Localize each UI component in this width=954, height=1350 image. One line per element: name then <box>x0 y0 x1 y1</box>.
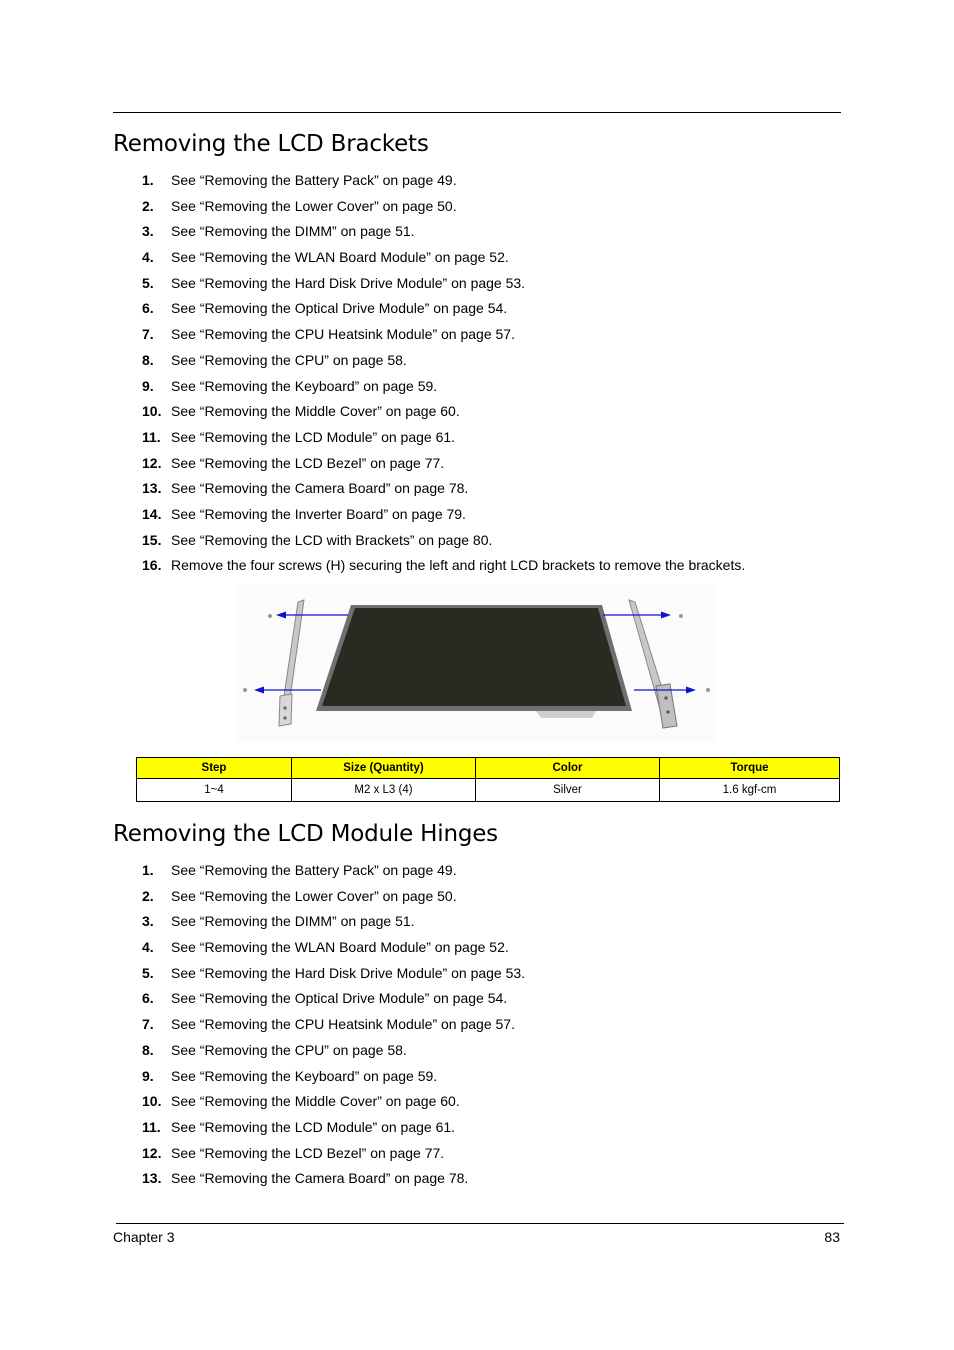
table-header-color: Color <box>476 758 660 779</box>
table-cell-size: M2 x L3 (4) <box>292 779 476 802</box>
step-number: 16. <box>142 557 162 574</box>
step-text: See “Removing the CPU Heatsink Module” on page 57. <box>171 1016 515 1033</box>
step-number: 13. <box>142 1170 162 1187</box>
step-number: 13. <box>142 480 162 497</box>
step-text: See “Removing the Optical Drive Module” on page 54. <box>171 990 508 1007</box>
step-text: See “Removing the Keyboard” on page 59. <box>171 1067 438 1084</box>
step-number: 6. <box>142 300 154 317</box>
lcd-brackets-photo <box>236 584 717 742</box>
table-cell-step: 1~4 <box>137 779 292 802</box>
lcd-panel <box>316 605 632 718</box>
step-text: See “Removing the CPU” on page 58. <box>171 1041 407 1058</box>
step-number: 14. <box>142 505 162 522</box>
step-text: See “Removing the Lower Cover” on page 50. <box>171 887 457 904</box>
table-cell-color: Silver <box>476 779 660 802</box>
step-number: 5. <box>142 274 154 291</box>
step-number: 15. <box>142 531 162 548</box>
step-number: 1. <box>142 862 154 878</box>
screw-spec-table <box>136 757 840 802</box>
step-number: 2. <box>142 197 154 214</box>
step-text: See “Removing the LCD Module” on page 61. <box>171 428 456 445</box>
step-number: 10. <box>142 1093 162 1110</box>
table-header-row <box>137 758 840 779</box>
section-title-lcd-module-hinges: Removing the LCD Module Hinges <box>113 821 498 847</box>
step-text: See “Removing the Inverter Board” on page 79. <box>171 505 466 522</box>
step-text: See “Removing the Camera Board” on page 78. <box>171 480 469 497</box>
table-header-torque: Torque <box>660 758 840 779</box>
step-text: See “Removing the LCD with Brackets” on page 80. <box>171 531 493 548</box>
step-text: See “Removing the WLAN Board Module” on page 52. <box>171 939 509 956</box>
step-text: See “Removing the DIMM” on page 51. <box>171 913 415 930</box>
footer-chapter: Chapter 3 <box>113 1229 175 1245</box>
table-header-size: Size (Quantity) <box>292 758 476 779</box>
step-number: 3. <box>142 223 154 240</box>
table-header-step: Step <box>137 758 292 779</box>
step-text: See “Removing the Lower Cover” on page 50. <box>171 197 457 214</box>
step-text: See “Removing the Battery Pack” on page 49. <box>171 862 457 878</box>
step-number: 8. <box>142 351 154 368</box>
step-number: 3. <box>142 913 154 930</box>
table-row <box>137 779 840 802</box>
step-text: See “Removing the WLAN Board Module” on page 52. <box>171 249 509 266</box>
step-number: 11. <box>142 1118 161 1135</box>
step-text: See “Removing the Battery Pack” on page 49. <box>171 172 457 188</box>
step-number: 4. <box>142 939 154 956</box>
step-number: 1. <box>142 172 154 188</box>
step-text: See “Removing the Camera Board” on page 78. <box>171 1170 469 1187</box>
table-cell-torque: 1.6 kgf-cm <box>660 779 840 802</box>
step-number: 11. <box>142 428 161 445</box>
step-text: See “Removing the CPU” on page 58. <box>171 351 407 368</box>
step-text: See “Removing the LCD Bezel” on page 77. <box>171 454 445 471</box>
step-number: 8. <box>142 1041 154 1058</box>
section-title-lcd-brackets: Removing the LCD Brackets <box>113 131 429 157</box>
step-text: See “Removing the Hard Disk Drive Module” on page 53. <box>171 964 526 981</box>
footer-rule <box>116 1223 844 1224</box>
step-number: 12. <box>142 1144 162 1161</box>
step-text: See “Removing the Middle Cover” on page 60. <box>171 1093 460 1110</box>
step-text: See “Removing the Middle Cover” on page 60. <box>171 403 460 420</box>
step-text: See “Removing the CPU Heatsink Module” on page 57. <box>171 326 515 343</box>
step-text: See “Removing the Optical Drive Module” on page 54. <box>171 300 508 317</box>
step-number: 4. <box>142 249 154 266</box>
footer-page-number: 83 <box>824 1229 840 1245</box>
step-text: See “Removing the LCD Bezel” on page 77. <box>171 1144 445 1161</box>
step-text: See “Removing the LCD Module” on page 61. <box>171 1118 456 1135</box>
step-number: 9. <box>142 377 154 394</box>
step-number: 5. <box>142 964 154 981</box>
header-rule <box>113 112 841 113</box>
step-number: 9. <box>142 1067 154 1084</box>
step-number: 7. <box>142 1016 154 1033</box>
step-text: See “Removing the DIMM” on page 51. <box>171 223 415 240</box>
step-number: 10. <box>142 403 162 420</box>
step-number: 6. <box>142 990 154 1007</box>
step-text: See “Removing the Hard Disk Drive Module” on page 53. <box>171 274 526 291</box>
step-text: See “Removing the Keyboard” on page 59. <box>171 377 438 394</box>
step-text: Remove the four screws (H) securing the left and right LCD brackets to remove the brackets. <box>171 557 746 574</box>
step-number: 2. <box>142 887 154 904</box>
step-number: 7. <box>142 326 154 343</box>
step-number: 12. <box>142 454 162 471</box>
